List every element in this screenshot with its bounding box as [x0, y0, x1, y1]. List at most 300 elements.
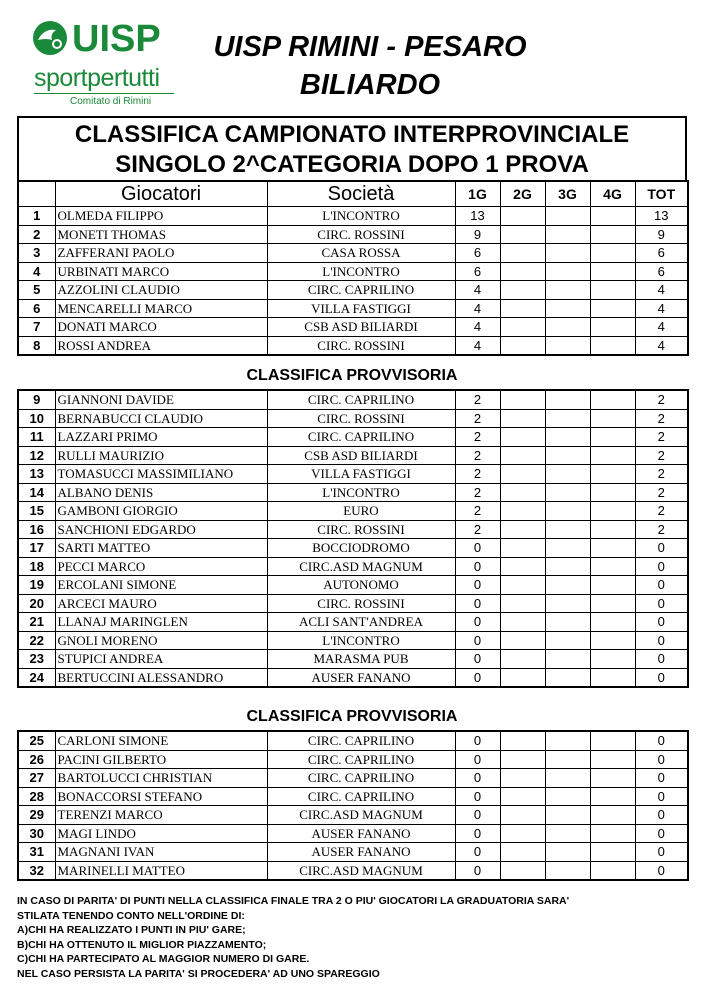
- score-g1: 2: [455, 465, 500, 484]
- section-title-provisional-1: CLASSIFICA PROVVISORIA: [246, 367, 458, 384]
- score-total: 9: [635, 225, 688, 244]
- player-name: LAZZARI PRIMO: [55, 428, 267, 447]
- rank-position: 31: [18, 843, 55, 862]
- rank-position: 13: [18, 465, 55, 484]
- score-g3: [545, 244, 590, 263]
- score-g2: [500, 409, 545, 428]
- score-g1: 2: [455, 520, 500, 539]
- player-name: RULLI MAURIZIO: [55, 446, 267, 465]
- table-row: [18, 861, 688, 880]
- score-g2: [500, 336, 545, 355]
- score-g3: [545, 520, 590, 539]
- header-tot: TOT: [635, 181, 688, 207]
- score-g3: [545, 613, 590, 632]
- score-g3: [545, 806, 590, 825]
- score-g2: [500, 594, 545, 613]
- score-g2: [500, 539, 545, 558]
- player-club: CIRC. CAPRILINO: [267, 428, 455, 447]
- player-name: AZZOLINI CLAUDIO: [55, 281, 267, 300]
- table-row: [18, 299, 688, 318]
- logo-comitato: Comitato di Rimini: [70, 96, 152, 107]
- score-total: 0: [635, 576, 688, 595]
- score-g3: [545, 299, 590, 318]
- score-total: 2: [635, 409, 688, 428]
- rank-position: 12: [18, 446, 55, 465]
- score-g1: 0: [455, 539, 500, 558]
- score-g1: 0: [455, 806, 500, 825]
- header-players: Giocatori: [55, 181, 267, 207]
- score-g4: [590, 613, 635, 632]
- score-g1: 4: [455, 299, 500, 318]
- score-g4: [590, 650, 635, 669]
- table-row: [18, 502, 688, 521]
- score-g3: [545, 824, 590, 843]
- player-club: CIRC. ROSSINI: [267, 520, 455, 539]
- score-total: 4: [635, 318, 688, 337]
- score-g3: [545, 557, 590, 576]
- score-g4: [590, 446, 635, 465]
- table-row: [18, 769, 688, 788]
- score-total: 2: [635, 465, 688, 484]
- score-g1: 0: [455, 843, 500, 862]
- rank-position: 6: [18, 299, 55, 318]
- table-row: [18, 576, 688, 595]
- table-row: [18, 731, 688, 750]
- player-club: CIRC. CAPRILINO: [267, 750, 455, 769]
- player-name: BONACCORSI STEFANO: [55, 787, 267, 806]
- score-total: 0: [635, 668, 688, 687]
- rank-position: 23: [18, 650, 55, 669]
- player-name: PACINI GILBERTO: [55, 750, 267, 769]
- table-row: [18, 824, 688, 843]
- player-name: SANCHIONI EDGARDO: [55, 520, 267, 539]
- score-g2: [500, 483, 545, 502]
- score-g1: 6: [455, 262, 500, 281]
- score-g4: [590, 557, 635, 576]
- score-g2: [500, 613, 545, 632]
- player-club: CIRC.ASD MAGNUM: [267, 557, 455, 576]
- score-g4: [590, 861, 635, 880]
- ranking-table-3: [17, 730, 689, 881]
- score-g4: [590, 576, 635, 595]
- player-name: BERTUCCINI ALESSANDRO: [55, 668, 267, 687]
- ranking-table-1: [17, 180, 689, 356]
- player-club: CIRC. CAPRILINO: [267, 281, 455, 300]
- ranking-title-box: [17, 116, 687, 180]
- score-total: 0: [635, 750, 688, 769]
- score-g2: [500, 465, 545, 484]
- score-g4: [590, 262, 635, 281]
- player-name: URBINATI MARCO: [55, 262, 267, 281]
- score-g2: [500, 861, 545, 880]
- score-g1: 0: [455, 668, 500, 687]
- rank-position: 32: [18, 861, 55, 880]
- score-total: 0: [635, 806, 688, 825]
- header-g4: 4G: [590, 181, 635, 207]
- score-total: 2: [635, 502, 688, 521]
- score-g4: [590, 207, 635, 226]
- rank-position: 8: [18, 336, 55, 355]
- logo-tagline: sportpertutti: [34, 64, 160, 92]
- score-total: 0: [635, 650, 688, 669]
- score-g4: [590, 750, 635, 769]
- player-name: BERNABUCCI CLAUDIO: [55, 409, 267, 428]
- player-club: EURO: [267, 502, 455, 521]
- score-g2: [500, 668, 545, 687]
- ranking-title-line-2: SINGOLO 2^CATEGORIA DOPO 1 PROVA: [115, 151, 589, 178]
- table-row: [18, 318, 688, 337]
- header-g2: 2G: [500, 181, 545, 207]
- score-total: 0: [635, 843, 688, 862]
- player-name: SARTI MATTEO: [55, 539, 267, 558]
- player-club: CIRC. CAPRILINO: [267, 769, 455, 788]
- score-total: 2: [635, 446, 688, 465]
- score-g4: [590, 299, 635, 318]
- player-name: MARINELLI MATTEO: [55, 861, 267, 880]
- score-total: 0: [635, 861, 688, 880]
- score-g4: [590, 520, 635, 539]
- ranking-table-2: [17, 389, 689, 688]
- player-name: ROSSI ANDREA: [55, 336, 267, 355]
- score-g3: [545, 207, 590, 226]
- table-row: [18, 806, 688, 825]
- rank-position: 14: [18, 483, 55, 502]
- score-g1: 0: [455, 731, 500, 750]
- score-total: 0: [635, 594, 688, 613]
- score-g2: [500, 557, 545, 576]
- score-g2: [500, 299, 545, 318]
- rank-position: 16: [18, 520, 55, 539]
- score-g1: 6: [455, 244, 500, 263]
- note-line: B)CHI HA OTTENUTO IL MIGLIOR PIAZZAMENTO;: [17, 938, 267, 951]
- player-name: OLMEDA FILIPPO: [55, 207, 267, 226]
- rank-position: 26: [18, 750, 55, 769]
- player-club: CIRC. CAPRILINO: [267, 390, 455, 409]
- score-g1: 0: [455, 861, 500, 880]
- score-g1: 0: [455, 824, 500, 843]
- score-g3: [545, 594, 590, 613]
- score-g3: [545, 483, 590, 502]
- player-club: CIRC. ROSSINI: [267, 225, 455, 244]
- score-g3: [545, 318, 590, 337]
- score-g1: 0: [455, 594, 500, 613]
- player-club: AUSER FANANO: [267, 843, 455, 862]
- rank-position: 10: [18, 409, 55, 428]
- player-club: L'INCONTRO: [267, 483, 455, 502]
- score-g2: [500, 750, 545, 769]
- table-row: [18, 244, 688, 263]
- player-club: MARASMA PUB: [267, 650, 455, 669]
- rank-position: 27: [18, 769, 55, 788]
- score-g2: [500, 225, 545, 244]
- table-row: [18, 281, 688, 300]
- score-g1: 4: [455, 336, 500, 355]
- player-club: CASA ROSSA: [267, 244, 455, 263]
- player-name: MAGNANI IVAN: [55, 843, 267, 862]
- score-g1: 2: [455, 483, 500, 502]
- player-name: TERENZI MARCO: [55, 806, 267, 825]
- score-g3: [545, 428, 590, 447]
- score-g3: [545, 409, 590, 428]
- score-g2: [500, 576, 545, 595]
- score-g2: [500, 631, 545, 650]
- score-total: 0: [635, 631, 688, 650]
- score-g3: [545, 843, 590, 862]
- score-g2: [500, 731, 545, 750]
- player-name: DONATI MARCO: [55, 318, 267, 337]
- table-row: [18, 446, 688, 465]
- ranking-title-line-1: CLASSIFICA CAMPIONATO INTERPROVINCIALE: [74, 121, 630, 148]
- rank-position: 7: [18, 318, 55, 337]
- score-g2: [500, 262, 545, 281]
- header-pos-cell: [18, 181, 55, 207]
- table-row: [18, 650, 688, 669]
- score-g1: 4: [455, 318, 500, 337]
- score-g3: [545, 262, 590, 281]
- player-name: ERCOLANI SIMONE: [55, 576, 267, 595]
- rank-position: 25: [18, 731, 55, 750]
- rank-position: 21: [18, 613, 55, 632]
- score-g3: [545, 631, 590, 650]
- note-line: C)CHI HA PARTECIPATO AL MAGGIOR NUMERO DI GARE.: [17, 953, 310, 965]
- score-total: 13: [635, 207, 688, 226]
- player-club: AUSER FANANO: [267, 824, 455, 843]
- player-name: LLANAJ MARINGLEN: [55, 613, 267, 632]
- score-g2: [500, 769, 545, 788]
- table-row: [18, 668, 688, 687]
- score-g1: 0: [455, 631, 500, 650]
- player-club: VILLA FASTIGGI: [267, 465, 455, 484]
- score-total: 2: [635, 390, 688, 409]
- score-g4: [590, 244, 635, 263]
- score-g4: [590, 428, 635, 447]
- rank-position: 29: [18, 806, 55, 825]
- rank-position: 9: [18, 390, 55, 409]
- player-name: GAMBONI GIORGIO: [55, 502, 267, 521]
- score-g3: [545, 668, 590, 687]
- rank-position: 24: [18, 668, 55, 687]
- player-club: L'INCONTRO: [267, 207, 455, 226]
- note-line: IN CASO DI PARITA' DI PUNTI NELLA CLASSIFICA FINALE TRA 2 O PIU' GIOCATORI LA GRADUATORIA SARA': [17, 895, 570, 907]
- score-total: 6: [635, 244, 688, 263]
- score-g1: 0: [455, 787, 500, 806]
- score-g3: [545, 650, 590, 669]
- table-row: [18, 483, 688, 502]
- table-header-row: [18, 181, 688, 207]
- score-g2: [500, 806, 545, 825]
- score-g4: [590, 806, 635, 825]
- score-g4: [590, 465, 635, 484]
- player-club: AUSER FANANO: [267, 668, 455, 687]
- score-g1: 13: [455, 207, 500, 226]
- player-club: L'INCONTRO: [267, 262, 455, 281]
- score-total: 0: [635, 557, 688, 576]
- score-g4: [590, 225, 635, 244]
- score-g2: [500, 207, 545, 226]
- player-name: TOMASUCCI MASSIMILIANO: [55, 465, 267, 484]
- player-club: CIRC. ROSSINI: [267, 409, 455, 428]
- score-g3: [545, 787, 590, 806]
- table-row: [18, 262, 688, 281]
- score-total: 4: [635, 299, 688, 318]
- player-name: MENCARELLI MARCO: [55, 299, 267, 318]
- player-club: CSB ASD BILIARDI: [267, 446, 455, 465]
- score-g4: [590, 787, 635, 806]
- section-title-provisional-2: CLASSIFICA PROVVISORIA: [246, 708, 458, 725]
- player-club: CIRC.ASD MAGNUM: [267, 806, 455, 825]
- score-g4: [590, 409, 635, 428]
- score-g2: [500, 428, 545, 447]
- score-g3: [545, 750, 590, 769]
- table-row: [18, 843, 688, 862]
- score-g4: [590, 539, 635, 558]
- player-club: VILLA FASTIGGI: [267, 299, 455, 318]
- score-g4: [590, 631, 635, 650]
- score-g3: [545, 502, 590, 521]
- table-row: [18, 594, 688, 613]
- score-total: 2: [635, 483, 688, 502]
- rank-position: 3: [18, 244, 55, 263]
- score-g4: [590, 843, 635, 862]
- score-total: 0: [635, 539, 688, 558]
- note-line: A)CHI HA REALIZZATO I PUNTI IN PIU' GARE;: [17, 924, 246, 936]
- header-subtitle: BILIARDO: [299, 69, 441, 101]
- rank-position: 17: [18, 539, 55, 558]
- rank-position: 15: [18, 502, 55, 521]
- player-club: CSB ASD BILIARDI: [267, 318, 455, 337]
- tiebreak-notes: [17, 894, 697, 981]
- score-g4: [590, 318, 635, 337]
- table-row: [18, 631, 688, 650]
- table-row: [18, 557, 688, 576]
- rank-position: 19: [18, 576, 55, 595]
- score-g3: [545, 769, 590, 788]
- score-g1: 9: [455, 225, 500, 244]
- table-row: [18, 428, 688, 447]
- header-title: UISP RIMINI - PESARO: [213, 31, 527, 63]
- table-row: [18, 336, 688, 355]
- score-g3: [545, 390, 590, 409]
- score-g2: [500, 281, 545, 300]
- score-g3: [545, 731, 590, 750]
- player-name: STUPICI ANDREA: [55, 650, 267, 669]
- player-club: CIRC. ROSSINI: [267, 336, 455, 355]
- note-line: NEL CASO PERSISTA LA PARITA' SI PROCEDERA' AD UNO SPAREGGIO: [17, 967, 380, 980]
- score-total: 4: [635, 281, 688, 300]
- player-club: CIRC. ROSSINI: [267, 594, 455, 613]
- player-name: CARLONI SIMONE: [55, 731, 267, 750]
- score-g4: [590, 824, 635, 843]
- player-club: CIRC.ASD MAGNUM: [267, 861, 455, 880]
- score-g1: 2: [455, 502, 500, 521]
- player-club: CIRC. CAPRILINO: [267, 731, 455, 750]
- player-club: ACLI SANT'ANDREA: [267, 613, 455, 632]
- header-g1: 1G: [455, 181, 500, 207]
- score-g4: [590, 390, 635, 409]
- player-name: ALBANO DENIS: [55, 483, 267, 502]
- score-g4: [590, 483, 635, 502]
- rank-position: 30: [18, 824, 55, 843]
- score-g4: [590, 731, 635, 750]
- score-g2: [500, 502, 545, 521]
- score-g2: [500, 650, 545, 669]
- uisp-logo: [30, 18, 180, 112]
- player-name: BARTOLUCCI CHRISTIAN: [55, 769, 267, 788]
- table-row: [18, 207, 688, 226]
- score-total: 0: [635, 613, 688, 632]
- score-total: 0: [635, 769, 688, 788]
- score-g3: [545, 336, 590, 355]
- score-g4: [590, 281, 635, 300]
- score-g1: 2: [455, 390, 500, 409]
- player-club: CIRC. CAPRILINO: [267, 787, 455, 806]
- score-g1: 2: [455, 409, 500, 428]
- logo-brand: UISP: [72, 18, 161, 60]
- table-row: [18, 750, 688, 769]
- score-g1: 0: [455, 650, 500, 669]
- rank-position: 5: [18, 281, 55, 300]
- score-g4: [590, 336, 635, 355]
- score-g3: [545, 576, 590, 595]
- player-name: ZAFFERANI PAOLO: [55, 244, 267, 263]
- score-total: 0: [635, 787, 688, 806]
- score-g2: [500, 520, 545, 539]
- score-g3: [545, 465, 590, 484]
- score-g1: 0: [455, 613, 500, 632]
- player-name: GIANNONI DAVIDE: [55, 390, 267, 409]
- rank-position: 28: [18, 787, 55, 806]
- header-g3: 3G: [545, 181, 590, 207]
- score-total: 2: [635, 520, 688, 539]
- rank-position: 22: [18, 631, 55, 650]
- score-g4: [590, 594, 635, 613]
- score-total: 6: [635, 262, 688, 281]
- score-g1: 4: [455, 281, 500, 300]
- player-name: GNOLI MORENO: [55, 631, 267, 650]
- score-g4: [590, 502, 635, 521]
- rank-position: 20: [18, 594, 55, 613]
- rank-position: 1: [18, 207, 55, 226]
- score-g3: [545, 281, 590, 300]
- table-row: [18, 390, 688, 409]
- player-name: MAGI LINDO: [55, 824, 267, 843]
- rank-position: 4: [18, 262, 55, 281]
- score-g2: [500, 843, 545, 862]
- score-g3: [545, 225, 590, 244]
- score-g3: [545, 539, 590, 558]
- table-row: [18, 465, 688, 484]
- score-g2: [500, 446, 545, 465]
- score-total: 4: [635, 336, 688, 355]
- score-g1: 0: [455, 750, 500, 769]
- score-g3: [545, 861, 590, 880]
- score-g2: [500, 318, 545, 337]
- table-row: [18, 539, 688, 558]
- table-row: [18, 225, 688, 244]
- score-g1: 0: [455, 576, 500, 595]
- score-g2: [500, 390, 545, 409]
- score-total: 0: [635, 731, 688, 750]
- score-total: 0: [635, 824, 688, 843]
- score-g4: [590, 668, 635, 687]
- rank-position: 18: [18, 557, 55, 576]
- player-name: ARCECI MAURO: [55, 594, 267, 613]
- table-row: [18, 520, 688, 539]
- score-g3: [545, 446, 590, 465]
- rank-position: 11: [18, 428, 55, 447]
- header-club: Società: [267, 181, 455, 207]
- score-g1: 0: [455, 769, 500, 788]
